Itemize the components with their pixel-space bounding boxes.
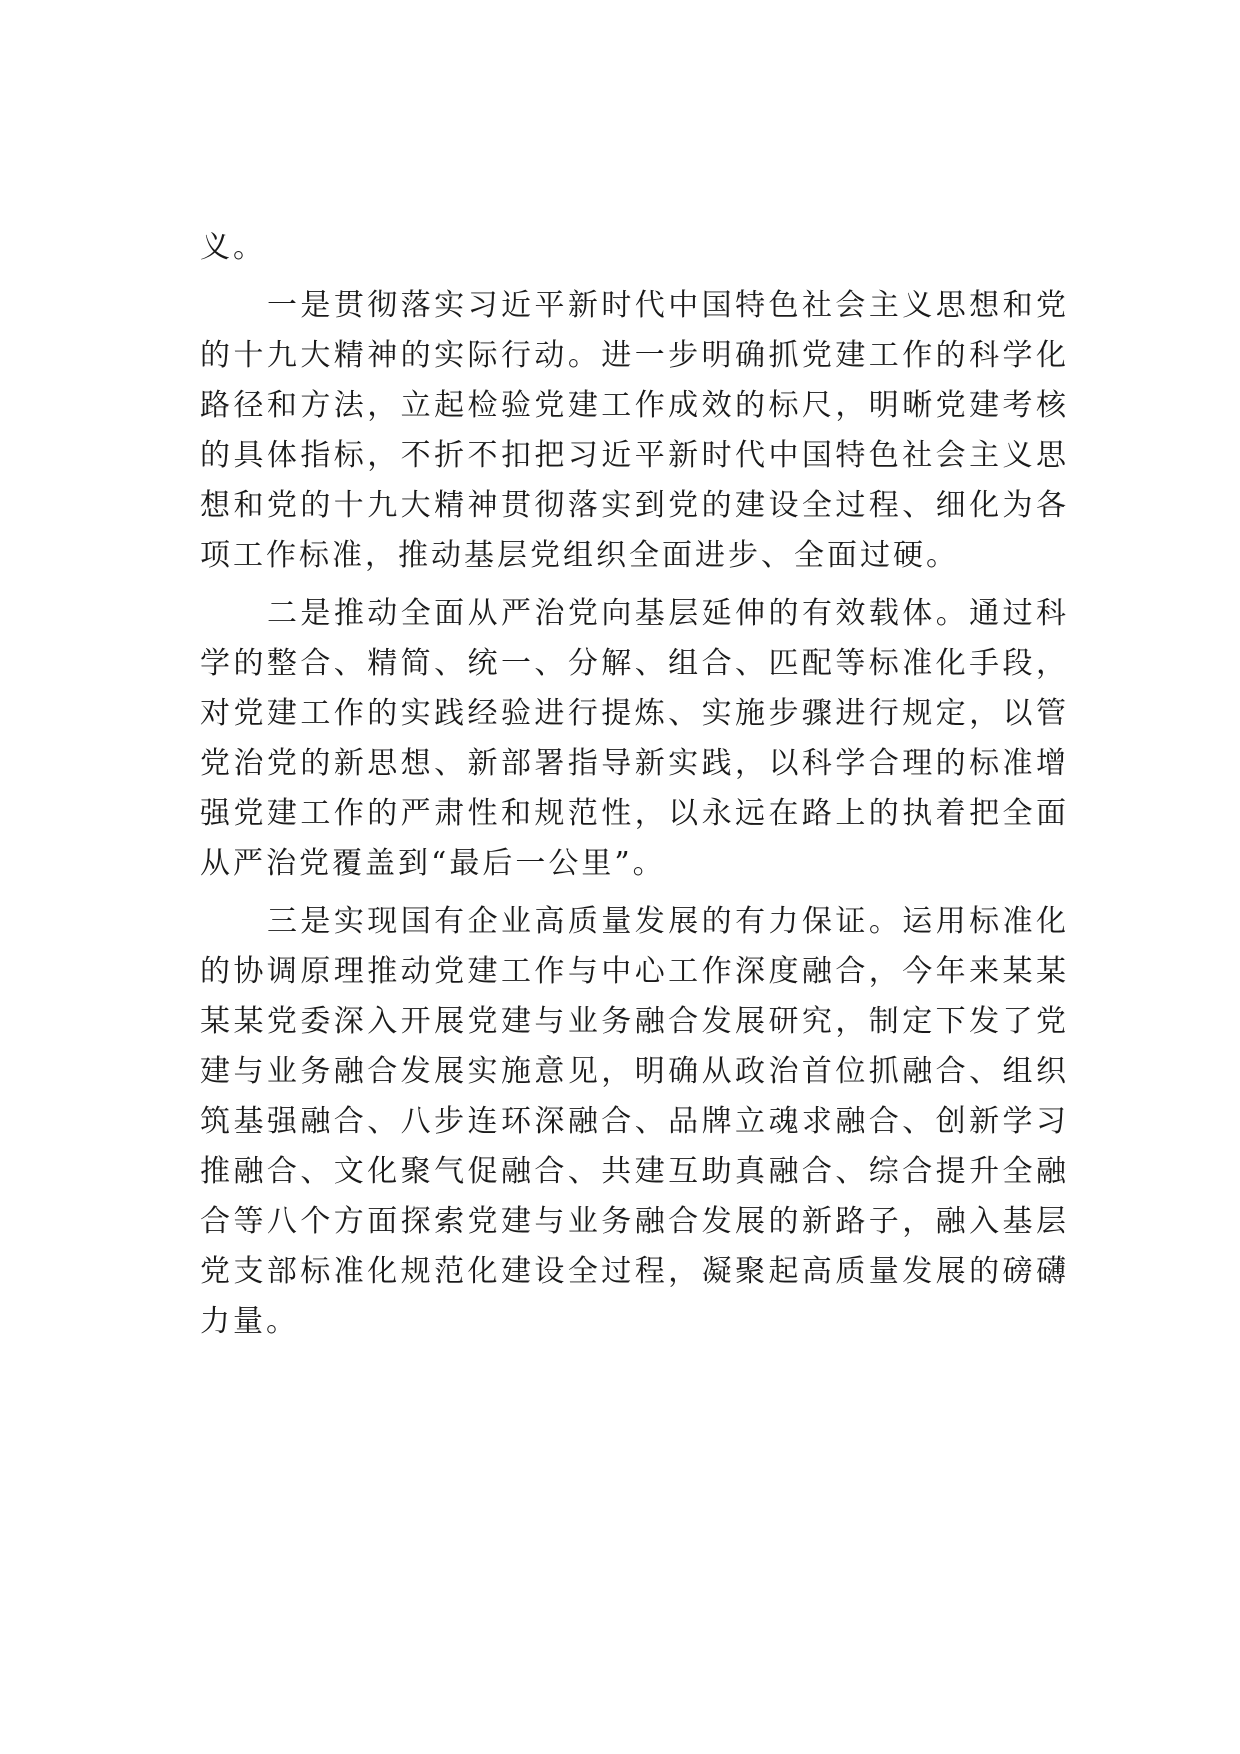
text-line: 三是实现国有企业高质量发展的有力保证。运用标准化 bbox=[267, 904, 1066, 939]
text-line: 党治党的新思想、新部署指导新实践，以科学合理的标准增 bbox=[200, 746, 1066, 781]
text-line: 力量。 bbox=[200, 1304, 299, 1339]
text-line: 推融合、文化聚气促融合、共建互助真融合、综合提升全融 bbox=[200, 1154, 1066, 1189]
text-line: 路径和方法，立起检验党建工作成效的标尺，明晰党建考核 bbox=[200, 388, 1066, 423]
paragraph-1 bbox=[200, 281, 1066, 581]
text-line: 的协调原理推动党建工作与中心工作深度融合，今年来某某 bbox=[200, 954, 1066, 989]
text-line: 党支部标准化规范化建设全过程，凝聚起高质量发展的磅礴 bbox=[200, 1254, 1066, 1289]
text-line: 从严治党覆盖到“最后一公里”。 bbox=[200, 846, 666, 881]
text-line: 二是推动全面从严治党向基层延伸的有效载体。通过科 bbox=[267, 596, 1066, 631]
text-line: 想和党的十九大精神贯彻落实到党的建设全过程、细化为各 bbox=[200, 488, 1066, 523]
text-line: 学的整合、精简、统一、分解、组合、匹配等标准化手段， bbox=[200, 646, 1066, 681]
paragraph-3 bbox=[200, 897, 1066, 1347]
text-line: 一是贯彻落实习近平新时代中国特色社会主义思想和党 bbox=[267, 288, 1066, 323]
text-line: 某某党委深入开展党建与业务融合发展研究，制定下发了党 bbox=[200, 1004, 1066, 1039]
paragraph-2 bbox=[200, 589, 1066, 889]
text-line: 强党建工作的严肃性和规范性，以永远在路上的执着把全面 bbox=[200, 796, 1066, 831]
text-line: 合等八个方面探索党建与业务融合发展的新路子，融入基层 bbox=[200, 1204, 1066, 1239]
text-line: 的十九大精神的实际行动。进一步明确抓党建工作的科学化 bbox=[200, 338, 1066, 373]
text-line: 项工作标准，推动基层党组织全面进步、全面过硬。 bbox=[200, 538, 959, 573]
text-line: 义。 bbox=[200, 230, 266, 265]
text-line: 建与业务融合发展实施意见，明确从政治首位抓融合、组织 bbox=[200, 1054, 1066, 1089]
document-body bbox=[200, 223, 1066, 1355]
text-line: 对党建工作的实践经验进行提炼、实施步骤进行规定，以管 bbox=[200, 696, 1066, 731]
paragraph-continuation bbox=[200, 223, 1066, 273]
text-line: 的具体指标，不折不扣把习近平新时代中国特色社会主义思 bbox=[200, 438, 1066, 473]
text-line: 筑基强融合、八步连环深融合、品牌立魂求融合、创新学习 bbox=[200, 1104, 1066, 1139]
